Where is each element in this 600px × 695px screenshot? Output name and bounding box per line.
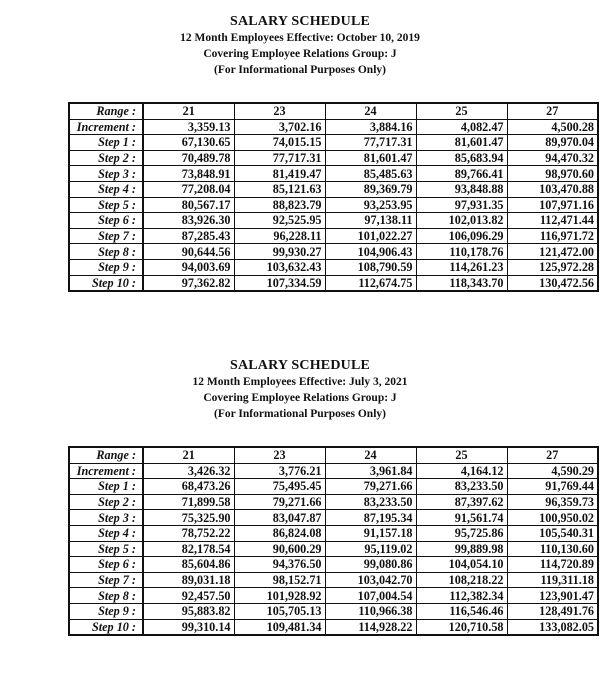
salary-cell: 89,766.41 [416,166,507,182]
row-label: Step 5 : [69,541,143,557]
salary-cell: 89,031.18 [143,572,234,588]
salary-cell: 99,889.98 [416,541,507,557]
table-row [69,572,598,588]
salary-cell: 99,930.27 [234,244,325,260]
table-row [69,463,598,479]
salary-cell: 87,195.34 [325,510,416,526]
row-label: Step 1 : [69,479,143,495]
salary-cell: 103,042.70 [325,572,416,588]
salary-cell: 125,972.28 [507,259,598,275]
row-label: Step 10 : [69,275,143,291]
salary-cell: 79,271.66 [325,479,416,495]
salary-cell: 75,495.45 [234,479,325,495]
table-row [69,150,598,166]
salary-cell: 104,054.10 [416,557,507,573]
range-header-cell: 25 [416,447,507,463]
range-header-cell: 24 [325,447,416,463]
salary-cell: 87,397.62 [416,494,507,510]
table-row [69,479,598,495]
range-header-cell: 27 [507,447,598,463]
salary-cell: 94,470.32 [507,150,598,166]
salary-cell: 99,310.14 [143,619,234,635]
range-header-cell: 23 [234,447,325,463]
salary-cell: 85,485.63 [325,166,416,182]
salary-cell: 71,899.58 [143,494,234,510]
salary-cell: 119,311.18 [507,572,598,588]
salary-cell: 91,769.44 [507,479,598,495]
salary-schedule-2021 [0,358,600,634]
salary-cell: 102,013.82 [416,213,507,229]
salary-cell: 95,119.02 [325,541,416,557]
table-row [69,603,598,619]
salary-cell: 110,966.38 [325,603,416,619]
salary-cell: 112,382.34 [416,588,507,604]
salary-cell: 93,848.88 [416,181,507,197]
table-row [69,244,598,260]
salary-cell: 88,823.79 [234,197,325,213]
salary-cell: 78,752.22 [143,525,234,541]
table-row [69,557,598,573]
range-header-cell: 27 [507,103,598,119]
salary-cell: 120,710.58 [416,619,507,635]
salary-cell: 95,883.82 [143,603,234,619]
row-label: Step 6 : [69,213,143,229]
salary-cell: 86,824.08 [234,525,325,541]
salary-cell: 96,359.73 [507,494,598,510]
salary-cell: 109,481.34 [234,619,325,635]
salary-cell: 68,473.26 [143,479,234,495]
salary-cell: 77,717.31 [234,150,325,166]
table-row [69,119,598,135]
table-row [69,228,598,244]
salary-cell: 93,253.95 [325,197,416,213]
salary-cell: 83,233.50 [325,494,416,510]
salary-cell: 77,208.04 [143,181,234,197]
salary-table-body [69,103,598,291]
salary-cell: 91,561.74 [416,510,507,526]
salary-cell: 83,233.50 [416,479,507,495]
salary-cell: 130,472.56 [507,275,598,291]
range-header-cell: 21 [143,103,234,119]
salary-cell: 97,138.11 [325,213,416,229]
salary-cell: 77,717.31 [325,135,416,151]
salary-cell: 4,590.29 [507,463,598,479]
salary-cell: 100,950.02 [507,510,598,526]
table-row [69,259,598,275]
row-label: Increment : [69,463,143,479]
salary-cell: 97,362.82 [143,275,234,291]
table-row [69,135,598,151]
row-label: Step 8 : [69,244,143,260]
salary-cell: 90,644.56 [143,244,234,260]
salary-cell: 3,702.16 [234,119,325,135]
salary-schedule-2019 [0,14,600,290]
row-label: Step 5 : [69,197,143,213]
salary-cell: 107,971.16 [507,197,598,213]
salary-cell: 73,848.91 [143,166,234,182]
salary-cell: 90,600.29 [234,541,325,557]
salary-cell: 96,228.11 [234,228,325,244]
salary-cell: 82,178.54 [143,541,234,557]
salary-cell: 95,725.86 [416,525,507,541]
row-label: Step 6 : [69,557,143,573]
salary-cell: 112,471.44 [507,213,598,229]
salary-cell: 107,004.54 [325,588,416,604]
salary-cell: 123,901.47 [507,588,598,604]
range-header-cell: 21 [143,447,234,463]
range-header-cell: 24 [325,103,416,119]
salary-cell: 98,152.71 [234,572,325,588]
salary-cell: 110,130.60 [507,541,598,557]
salary-cell: 75,325.90 [143,510,234,526]
salary-cell: 108,218.22 [416,572,507,588]
salary-cell: 3,961.84 [325,463,416,479]
table-row [69,588,598,604]
salary-cell: 83,047.87 [234,510,325,526]
table-row [69,619,598,635]
salary-cell: 80,567.17 [143,197,234,213]
row-label: Step 7 : [69,228,143,244]
row-label: Step 2 : [69,150,143,166]
range-header-cell: 23 [234,103,325,119]
salary-cell: 112,674.75 [325,275,416,291]
salary-cell: 81,419.47 [234,166,325,182]
salary-cell: 104,906.43 [325,244,416,260]
schedule-group: Covering Employee Relations Group: J [203,392,397,404]
salary-cell: 106,096.29 [416,228,507,244]
table-row [69,510,598,526]
salary-cell: 4,500.28 [507,119,598,135]
schedule-note: (For Informational Purposes Only) [214,64,386,76]
salary-cell: 94,003.69 [143,259,234,275]
salary-cell: 114,261.23 [416,259,507,275]
salary-table [68,446,599,636]
salary-cell: 81,601.47 [325,150,416,166]
row-label: Step 4 : [69,525,143,541]
row-label: Step 3 : [69,510,143,526]
schedule-effective-date: 12 Month Employees Effective: October 10, 2019 [180,32,420,44]
salary-table [68,102,599,292]
salary-cell: 85,121.63 [234,181,325,197]
row-label: Step 8 : [69,588,143,604]
schedule-heading [0,14,600,78]
row-label: Step 2 : [69,494,143,510]
salary-cell: 70,489.78 [143,150,234,166]
schedule-title: SALARY SCHEDULE [229,358,371,373]
row-label: Increment : [69,119,143,135]
salary-cell: 3,359.13 [143,119,234,135]
schedule-title: SALARY SCHEDULE [229,14,371,29]
range-header-row [69,103,598,119]
table-row [69,181,598,197]
range-label: Range : [69,103,143,119]
salary-cell: 114,720.89 [507,557,598,573]
row-label: Step 10 : [69,619,143,635]
salary-cell: 89,369.79 [325,181,416,197]
schedule-effective-date: 12 Month Employees Effective: July 3, 2021 [192,376,408,388]
salary-cell: 101,022.27 [325,228,416,244]
table-row [69,166,598,182]
salary-cell: 91,157.18 [325,525,416,541]
salary-cell: 79,271.66 [234,494,325,510]
salary-cell: 121,472.00 [507,244,598,260]
salary-cell: 87,285.43 [143,228,234,244]
salary-cell: 74,015.15 [234,135,325,151]
table-row [69,525,598,541]
salary-cell: 110,178.76 [416,244,507,260]
salary-cell: 99,080.86 [325,557,416,573]
salary-cell: 89,970.04 [507,135,598,151]
salary-cell: 67,130.65 [143,135,234,151]
salary-cell: 103,632.43 [234,259,325,275]
salary-cell: 98,970.60 [507,166,598,182]
salary-cell: 105,540.31 [507,525,598,541]
salary-cell: 116,971.72 [507,228,598,244]
salary-cell: 94,376.50 [234,557,325,573]
salary-cell: 92,525.95 [234,213,325,229]
row-label: Step 1 : [69,135,143,151]
schedule-group: Covering Employee Relations Group: J [203,48,397,60]
row-label: Step 4 : [69,181,143,197]
schedule-heading [0,358,600,422]
salary-cell: 3,776.21 [234,463,325,479]
row-label: Step 7 : [69,572,143,588]
salary-cell: 116,546.46 [416,603,507,619]
table-row [69,275,598,291]
salary-cell: 133,082.05 [507,619,598,635]
row-label: Step 9 : [69,603,143,619]
salary-cell: 92,457.50 [143,588,234,604]
salary-cell: 118,343.70 [416,275,507,291]
row-label: Step 9 : [69,259,143,275]
salary-cell: 101,928.92 [234,588,325,604]
table-row [69,541,598,557]
salary-cell: 83,926.30 [143,213,234,229]
salary-cell: 85,683.94 [416,150,507,166]
salary-cell: 105,705.13 [234,603,325,619]
range-label: Range : [69,447,143,463]
salary-cell: 4,164.12 [416,463,507,479]
salary-cell: 103,470.88 [507,181,598,197]
salary-cell: 3,426.32 [143,463,234,479]
range-header-row [69,447,598,463]
salary-cell: 107,334.59 [234,275,325,291]
salary-cell: 97,931.35 [416,197,507,213]
salary-cell: 81,601.47 [416,135,507,151]
salary-cell: 3,884.16 [325,119,416,135]
row-label: Step 3 : [69,166,143,182]
salary-cell: 114,928.22 [325,619,416,635]
table-row [69,494,598,510]
schedule-note: (For Informational Purposes Only) [214,408,386,420]
table-row [69,213,598,229]
salary-cell: 85,604.86 [143,557,234,573]
salary-cell: 128,491.76 [507,603,598,619]
salary-cell: 108,790.59 [325,259,416,275]
table-row [69,197,598,213]
range-header-cell: 25 [416,103,507,119]
salary-cell: 4,082.47 [416,119,507,135]
salary-table-body [69,447,598,635]
